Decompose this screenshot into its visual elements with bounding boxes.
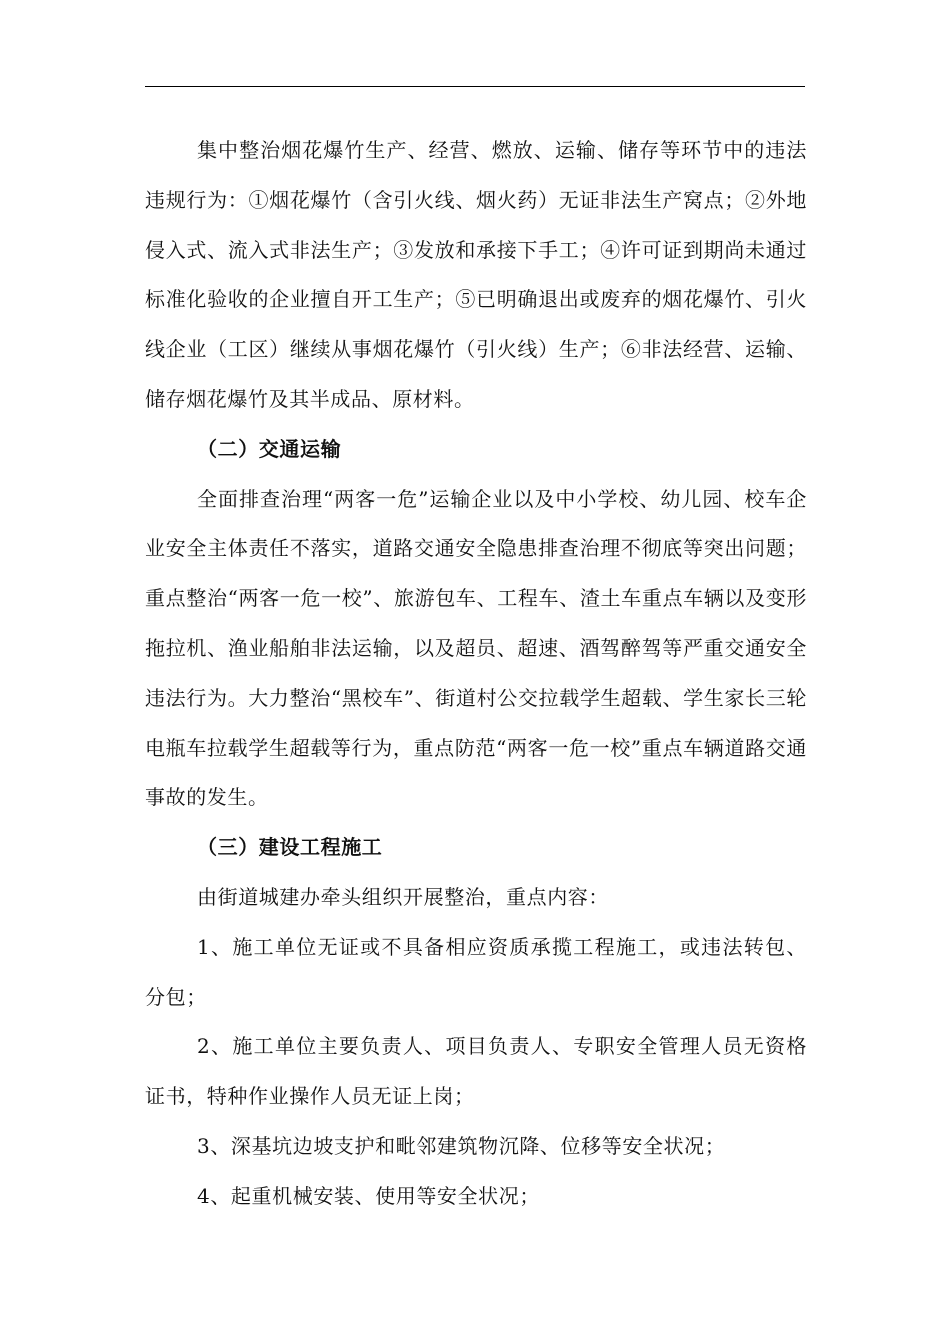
document-body — [145, 126, 807, 1222]
paragraph-construction-intro: 由街道城建办牵头组织开展整治，重点内容： — [197, 884, 609, 909]
list-item-1: 1、施工单位无证或不具备相应资质承揽工程施工，或违法转包、分包； — [145, 934, 807, 1009]
header-rule — [145, 86, 805, 87]
list-item-2: 2、施工单位主要负责人、项目负责人、专职安全管理人员无资格证书，特种作业操作人员无证上岗； — [145, 1034, 807, 1109]
list-item-4: 4、起重机械安装、使用等安全状况； — [197, 1183, 540, 1208]
paragraph-fireworks-rectification: 集中整治烟花爆竹生产、经营、燃放、运输、储存等环节中的违法违规行为：①烟花爆竹（含引火线、烟火药）无证非法生产窝点；②外地侵入式、流入式非法生产；③发放和承接下手工；④许可证到期尚未通过标准化验收的企业擅自开工生产；⑤已明确退出或废弃的烟花爆竹、引火线企业（工区）继续从事烟花爆竹（引火线）生产；⑥非法经营、运输、储存烟花爆竹及其半成品、原材料。 — [145, 138, 807, 411]
list-item-3: 3、深基坑边坡支护和毗邻建筑物沉降、位移等安全状况； — [197, 1133, 726, 1158]
section-heading-construction: （三）建设工程施工 — [197, 835, 383, 860]
section-heading-transport: （二）交通运输 — [197, 436, 342, 461]
paragraph-transport: 全面排查治理“两客一危”运输企业以及中小学校、幼儿园、校车企业安全主体责任不落实，道路交通安全隐患排查治理不彻底等突出问题；重点整治“两客一危一校”、旅游包车、工程车、渣土车重点车辆以及变形拖拉机、渔业船舶非法运输，以及超员、超速、酒驾醉驾等严重交通安全违法行为。大力整治“黑校车”、街道村公交拉载学生超载、学生家长三轮电瓶车拉载学生超载等行为，重点防范“两客一危一校”重点车辆道路交通事故的发生。 — [145, 486, 807, 810]
